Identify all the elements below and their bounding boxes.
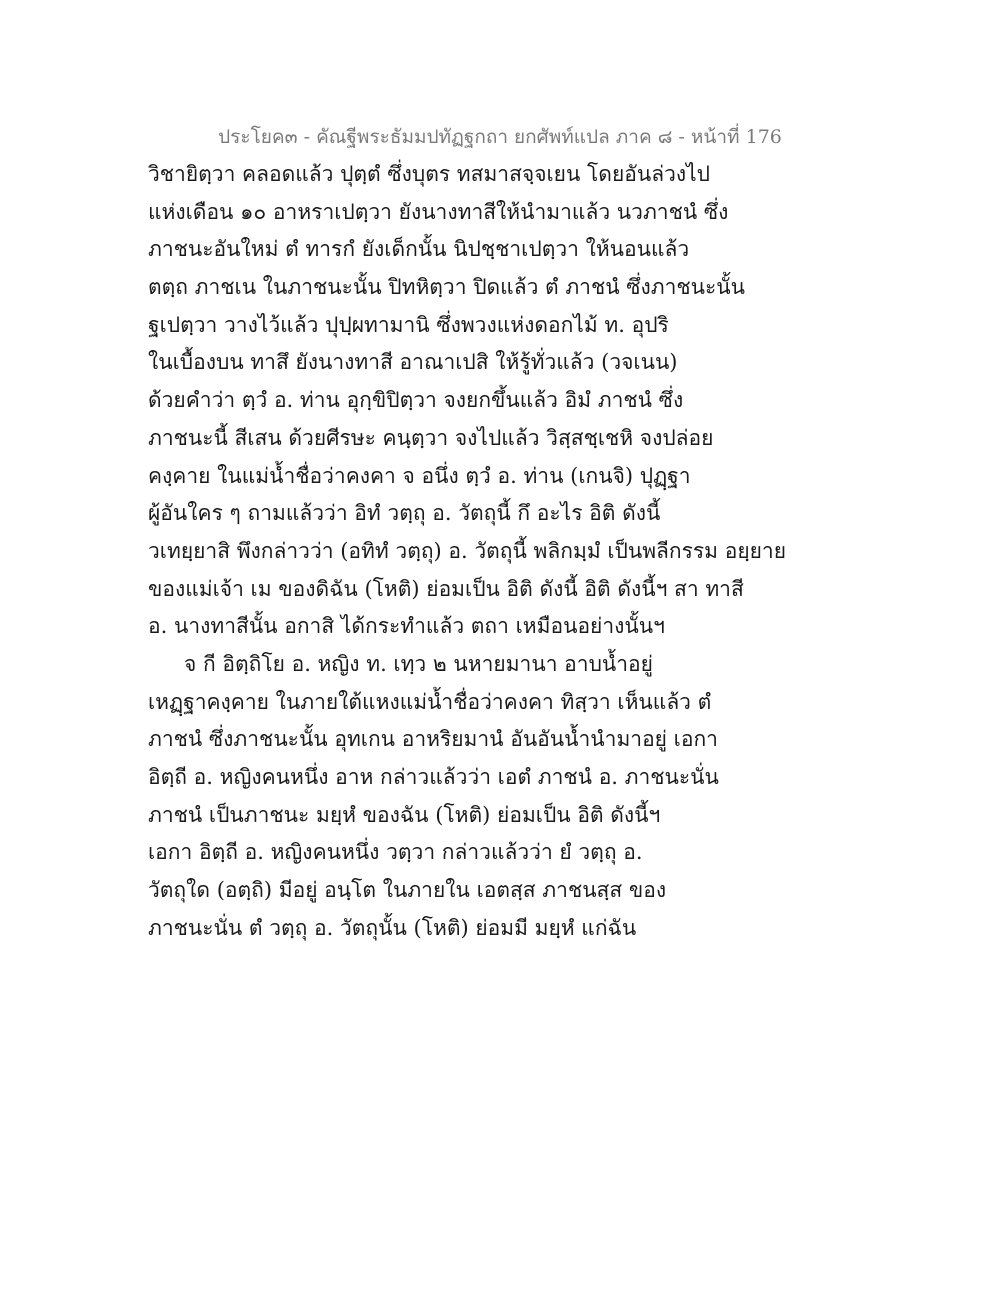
text-line: อ. นางทาสีนั้น อกาสิ ได้กระทำแล้ว ตถา เหมือนอย่างนั้นฯ xyxy=(148,614,665,639)
text-line: แห่งเดือน ๑๐ อาหราเปตฺวา ยังนางทาสีให้นำมาแล้ว นวภาชนํ ซึ่ง xyxy=(148,199,729,224)
text-line: วเทยฺยาสิ พึงกล่าวว่า (อทิทํ วตฺถุ) อ. วัตถุนี้ พลิกมฺมํ เป็นพลีกรรม อยฺยาย xyxy=(148,538,787,563)
text-line: ภาชนํ เป็นภาชนะ มยฺหํ ของฉัน (โหติ) ย่อมเป็น อิติ ดังนี้ฯ xyxy=(148,802,661,827)
text-line: เอกา อิตฺถี อ. หญิงคนหนึ่ง วตฺวา กล่าวแล้วว่า ยํ วตฺถุ อ. xyxy=(148,840,643,865)
text-line: อิตฺถี อ. หญิงคนหนึ่ง อาห กล่าวแล้วว่า เอตํ ภาชนํ อ. ภาชนะนั่น xyxy=(148,765,719,789)
text-line: ภาชนํ ซึ่งภาชนะนั้น อุทเกน อาหริยมานํ อันอันน้ำนำมาอยู่ เอกา xyxy=(148,727,718,752)
text-line: ผู้อันใคร ๆ ถามแล้วว่า อิทํ วตฺถุ อ. วัตถุนี้ กึ อะไร อิติ ดังนี้ xyxy=(148,501,661,526)
text-line: คงฺคาย ในแม่น้ำชื่อว่าคงคา จ อนึ่ง ตฺวํ อ. ท่าน (เกนจิ) ปุฏฺฐา xyxy=(148,463,691,488)
text-line: วัตถุใด (อตฺถิ) มีอยู่ อนฺโต ในภายใน เอตสฺส ภาชนสฺส ของ xyxy=(148,878,667,903)
page-header xyxy=(0,122,1000,152)
paragraph-start-line: จ กี อิตฺถิโย อ. หญิง ท. เทฺว ๒ นหายมานา อาบน้ำอยู่ xyxy=(184,651,653,676)
body-text xyxy=(148,156,788,947)
text-line: ภาชนะนั่น ตํ วตฺถุ อ. วัตถุนั้น (โหติ) ย่อมมี มยฺหํ แก่ฉัน xyxy=(148,915,637,940)
text-line: ด้วยคำว่า ตฺวํ อ. ท่าน อุกฺขิปิตฺวา จงยกขึ้นแล้ว อิมํ ภาชนํ ซึ่ง xyxy=(148,388,684,413)
text-line: เหฏฺฐาคงฺคาย ในภายใต้แหงแม่น้ำชื่อว่าคงคา ทิสฺวา เห็นแล้ว ตํ xyxy=(148,689,712,714)
text-line: วิชายิตฺวา คลอดแล้ว ปุตฺตํ ซึ่งบุตร ทสมาสจฺจเยน โดยอันล่วงไป xyxy=(148,162,711,186)
text-line: ของแม่เจ้า เม ของดิฉัน (โหติ) ย่อมเป็น อิติ ดังนี้ อิติ ดังนี้ฯ สา ทาสี xyxy=(148,576,744,601)
text-line: ภาชนะนี้ สีเสน ด้วยศีรษะ คนฺตฺวา จงไปแล้ว วิสฺสชฺเชหิ จงปล่อย xyxy=(148,425,714,450)
text-line: ในเบื้องบน ทาสึ ยังนางทาสี อาณาเปสิ ให้รู้ทั่วแล้ว (วจเนน) xyxy=(148,350,678,375)
text-line: ตตฺถ ภาชเน ในภาชนะนั้น ปิทหิตฺวา ปิดแล้ว ตํ ภาชนํ ซึ่งภาชนะนั้น xyxy=(148,275,746,300)
text-line: ฐเปตฺวา วางไว้แล้ว ปุปฺผทามานิ ซึ่งพวงแห่งดอกไม้ ท. อุปริ xyxy=(148,312,669,337)
running-header-text: ประโยค๓ - คัณฐีพระธัมมปทัฏฐกถา ยกศัพท์แปล ภาค ๘ - หน้าที่ 176 xyxy=(218,126,782,148)
text-line: ภาชนะอันใหม่ ตํ ทารกํ ยังเด็กนั้น นิปชฺชาเปตฺวา ให้นอนแล้ว xyxy=(148,237,690,262)
